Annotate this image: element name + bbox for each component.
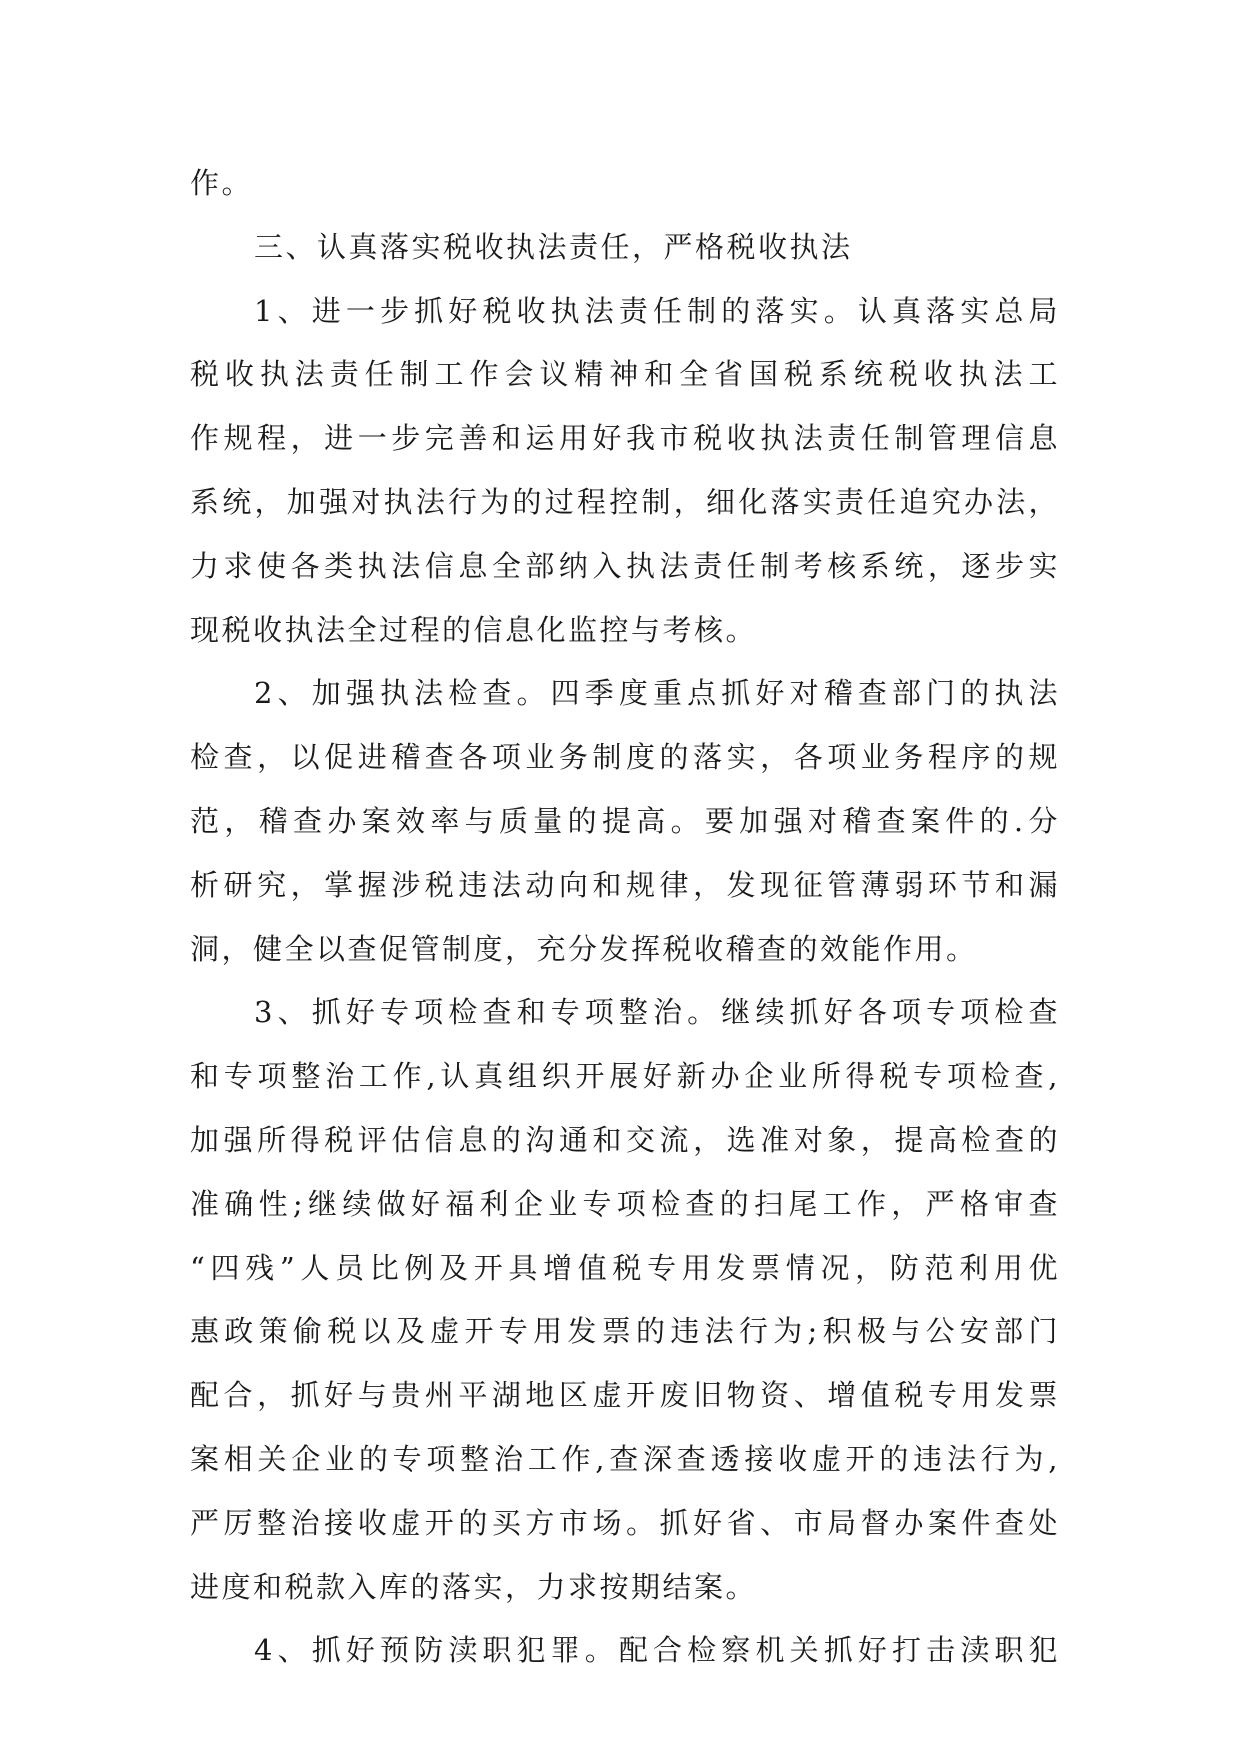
section-heading-3: 三、认真落实税收执法责任，严格税收执法 [254,229,853,264]
item-3-line-4: 准确性;继续做好福利企业专项检查的扫尾工作，严格审查 [190,1186,1060,1221]
document-page [190,152,1060,1683]
item-3-line-10: 进度和税款入库的落实，力求按期结案。 [190,1569,758,1604]
item-1-line-2: 税收执法责任制工作会议精神和全省国税系统税收执法工 [190,357,1060,392]
item-3-line-5: “四残”人员比例及开具增值税专用发票情况，防范利用优 [190,1250,1060,1285]
item-1-line-5: 力求使各类执法信息全部纳入执法责任制考核系统，逐步实 [190,548,1060,583]
item-3-line-1: 3、抓好专项检查和专项整治。继续抓好各项专项检查 [254,995,1060,1030]
item-3-line-9: 严厉整治接收虚开的买方市场。抓好省、市局督办案件查处 [190,1505,1060,1540]
item-2-line-5: 洞，健全以查促管制度，充分发挥税收稽查的效能作用。 [190,931,978,966]
item-1-line-6: 现税收执法全过程的信息化监控与考核。 [190,612,758,647]
item-1-line-4: 系统，加强对执法行为的过程控制，细化落实责任追究办法， [190,484,1060,519]
item-3-line-2: 和专项整治工作,认真组织开展好新办企业所得税专项检查, [190,1059,1060,1094]
item-3-line-6: 惠政策偷税以及虚开专用发票的违法行为;积极与公安部门 [190,1314,1060,1349]
item-3-line-8: 案相关企业的专项整治工作,查深查透接收虚开的违法行为, [190,1441,1060,1476]
item-3-line-3: 加强所得税评估信息的沟通和交流，选准对象，提高检查的 [190,1122,1060,1157]
text-line-1: 作。 [190,166,254,200]
item-3-line-7: 配合，抓好与贵州平湖地区虚开废旧物资、增值税专用发票 [190,1378,1060,1413]
item-4-line-1: 4、抓好预防渎职犯罪。配合检察机关抓好打击渎职犯 [254,1633,1060,1668]
item-2-line-2: 检查，以促进稽查各项业务制度的落实，各项业务程序的规 [190,740,1060,775]
item-1-line-1: 1、进一步抓好税收执法责任制的落实。认真落实总局 [254,293,1060,328]
item-2-line-1: 2、加强执法检查。四季度重点抓好对稽查部门的执法 [254,676,1060,711]
item-2-line-3: 范，稽查办案效率与质量的提高。要加强对稽查案件的.分 [190,803,1060,838]
item-2-line-4: 析研究，掌握涉税违法动向和规律，发现征管薄弱环节和漏 [190,867,1060,902]
item-1-line-3: 作规程，进一步完善和运用好我市税收执法责任制管理信息 [190,421,1060,456]
